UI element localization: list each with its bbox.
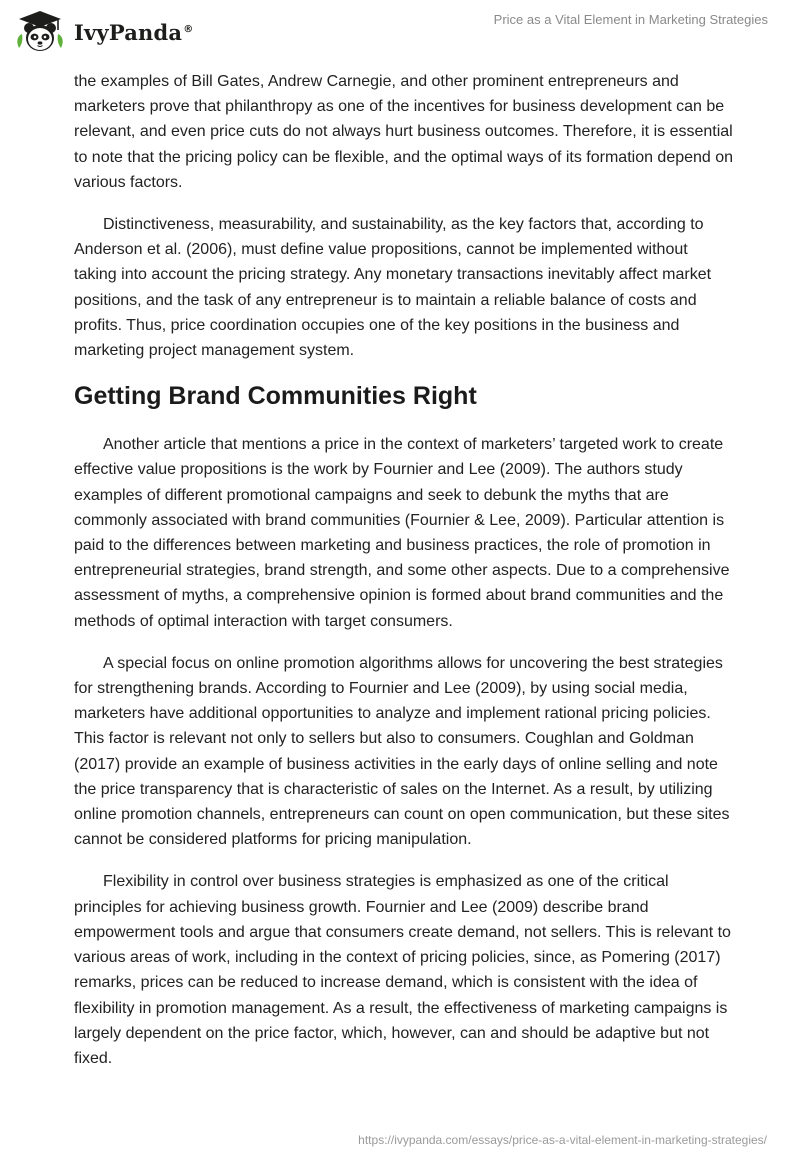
paragraph: Another article that mentions a price in the context of marketers’ targeted work to create effective value propositions is the work by Fournier and Lee (2009). The authors study examples of different promotional campaigns and seek to debunk the myths that are commonly associated with brand communities (Fournier & Lee, 2009). Particular attention is paid to the differences between marketing and business practices, the role of promotion in entrepreneurial strategies, brand strength, and some other aspects. Due to a comprehensive assessment of myths, a comprehensive opinion is formed about brand communities and the methods of optimal interaction with target consumers. (74, 436, 730, 630)
paragraph: the examples of Bill Gates, Andrew Carnegie, and other prominent entrepreneurs and marketers prove that philanthropy as one of the incentives for business development can be relevant, and even price cuts do not always hurt business outcomes. Therefore, it is essential to note that the pricing policy can be flexible, and the optimal ways of its formation depend on various factors. (74, 73, 734, 191)
paragraph: Distinctiveness, measurability, and sustainability, as the key factors that, according to Anderson et al. (2006), must define value propositions, cannot be implemented without taking into account the pricing strategy. Any monetary transactions inevitably affect market positions, and the task of any entrepreneur is to maintain a reliable balance of costs and profits. Thus, price coordination occupies one of the key positions in the business and marketing project management system. (74, 216, 712, 360)
essay-body (74, 69, 734, 1088)
logo[interactable] (14, 8, 193, 56)
paragraph: Flexibility in control over business strategies is emphasized as one of the critical principles for achieving business growth. Fournier and Lee (2009) describe brand empowerment tools and argue that consumers create demand, not sellers. This is relevant to various areas of work, including in the context of pricing policies, since, as Pomering (2017) remarks, prices can be reduced to increase demand, which is consistent with the idea of flexibility in promotion management. As a result, the effectiveness of marketing campaigns is largely dependent on the price factor, which, however, can and should be adaptive but not fixed. (74, 873, 731, 1067)
page-header (0, 0, 800, 64)
logo-text: IvyPanda® (74, 19, 194, 45)
section-heading: Getting Brand Communities Right (74, 382, 477, 411)
document-title: Price as a Vital Element in Marketing Strategies (493, 12, 768, 27)
source-url-link[interactable]: https://ivypanda.com/essays/price-as-a-vital-element-in-marketing-strategies/ (358, 1133, 767, 1147)
paragraph: A special focus on online promotion algorithms allows for uncovering the best strategies for strengthening brands. According to Fournier and Lee (2009), by using social media, marketers have additional opportunities to analyze and implement rational pricing policies. This factor is relevant not only to sellers but also to consumers. Coughlan and Goldman (2017) provide an example of business activities in the early days of online selling and note the price transparency that is characteristic of sales on the Internet. As a result, by utilizing online promotion channels, entrepreneurs can count on open communication, but these sites cannot be considered platforms for pricing manipulation. (74, 654, 730, 849)
panda-graduate-icon (14, 8, 66, 56)
registered-mark: ® (183, 23, 194, 35)
